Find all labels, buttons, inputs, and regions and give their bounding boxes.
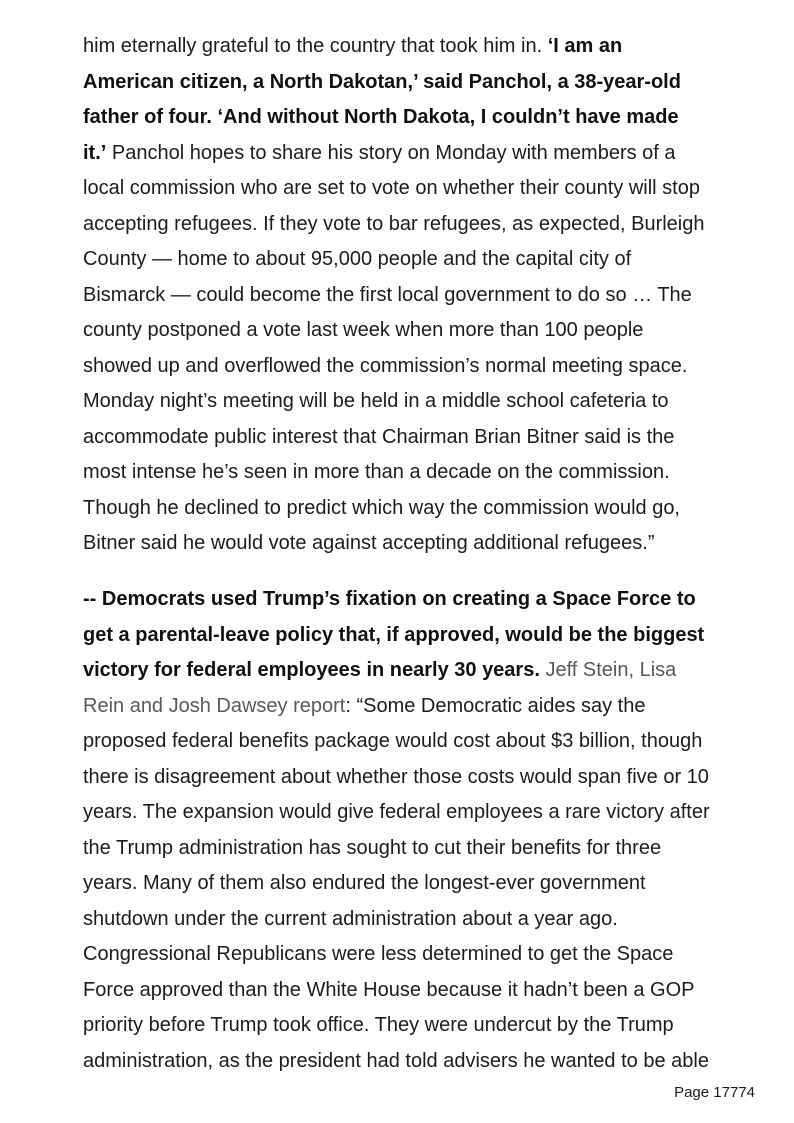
text-line: accepting refugees. If they vote to bar refugees, as expected, Burleigh xyxy=(83,212,705,235)
text-line: Monday night’s meeting will be held in a middle school cafeteria to xyxy=(83,390,669,412)
text-line xyxy=(83,29,763,65)
text-line xyxy=(83,653,763,689)
text-line: the Trump administration has sought to cut their benefits for three xyxy=(83,836,662,859)
text-line: Force approved than the White House because it hadn’t been a GOP xyxy=(83,978,695,1001)
text-line: Bismarck — could become the first local government to do so … The xyxy=(83,283,692,306)
text-line: there is disagreement about whether those costs would span five or 10 xyxy=(83,765,709,788)
text-line: shutdown under the current administration about a year ago. xyxy=(83,907,618,930)
text-line: local commission who are set to vote on whether their county will stop xyxy=(83,177,700,199)
text-line: most intense he’s seen in more than a decade on the commission. xyxy=(83,461,670,483)
text-line: county postponed a vote last week when more than 100 people xyxy=(83,319,644,341)
bold-headline-text: victory for federal employees in nearly 30 years. xyxy=(83,659,540,681)
bold-headline-line: get a parental-leave policy that, if approved, would be the biggest xyxy=(83,623,705,646)
text-line: Though he declined to predict which way the commission would go, xyxy=(83,496,680,519)
text-line: showed up and overflowed the commission’s normal meeting space. xyxy=(83,354,688,377)
text-line: proposed federal benefits package would cost about $3 billion, though xyxy=(83,730,703,752)
text-line: Bitner said he would vote against accepting additional refugees.” xyxy=(83,532,655,554)
body-text: Panchol hopes to share his story on Monday with members of a xyxy=(106,141,676,164)
text-line: administration, as the president had told advisers he wanted to be able xyxy=(83,1049,709,1072)
bold-quote-text: it.’ xyxy=(83,141,107,164)
bold-quote-text: ‘I am an xyxy=(547,35,623,57)
text-line xyxy=(83,136,763,172)
text-line: accommodate public interest that Chairman Brian Bitner said is the xyxy=(83,425,675,448)
bold-quote-line: father of four. ‘And without North Dakota, I couldn’t have made xyxy=(83,106,679,128)
text-line: years. Many of them also endured the longest-ever government xyxy=(83,872,646,894)
body-text: : “Some Democratic aides say the xyxy=(345,694,646,717)
paragraph-refugee-vote xyxy=(83,29,763,562)
report-link[interactable]: Jeff Stein, Lisa xyxy=(539,659,677,681)
paragraph-space-force xyxy=(83,582,763,1079)
bold-quote-line: American citizen, a North Dakotan,’ said Panchol, a 38-year-old xyxy=(83,70,681,93)
text-line xyxy=(83,689,763,725)
text-line: years. The expansion would give federal employees a rare victory after xyxy=(83,801,710,823)
page-number: Page 17774 xyxy=(674,1084,755,1101)
report-link[interactable]: Rein and Josh Dawsey report xyxy=(83,694,346,717)
text-line: priority before Trump took office. They were undercut by the Trump xyxy=(83,1014,674,1036)
body-text: him eternally grateful to the country that took him in. xyxy=(83,35,548,57)
text-line: Congressional Republicans were less determined to get the Space xyxy=(83,943,674,965)
text-line: County — home to about 95,000 people and the capital city of xyxy=(83,248,632,270)
bold-headline-line: -- Democrats used Trump’s fixation on creating a Space Force to xyxy=(83,588,696,610)
